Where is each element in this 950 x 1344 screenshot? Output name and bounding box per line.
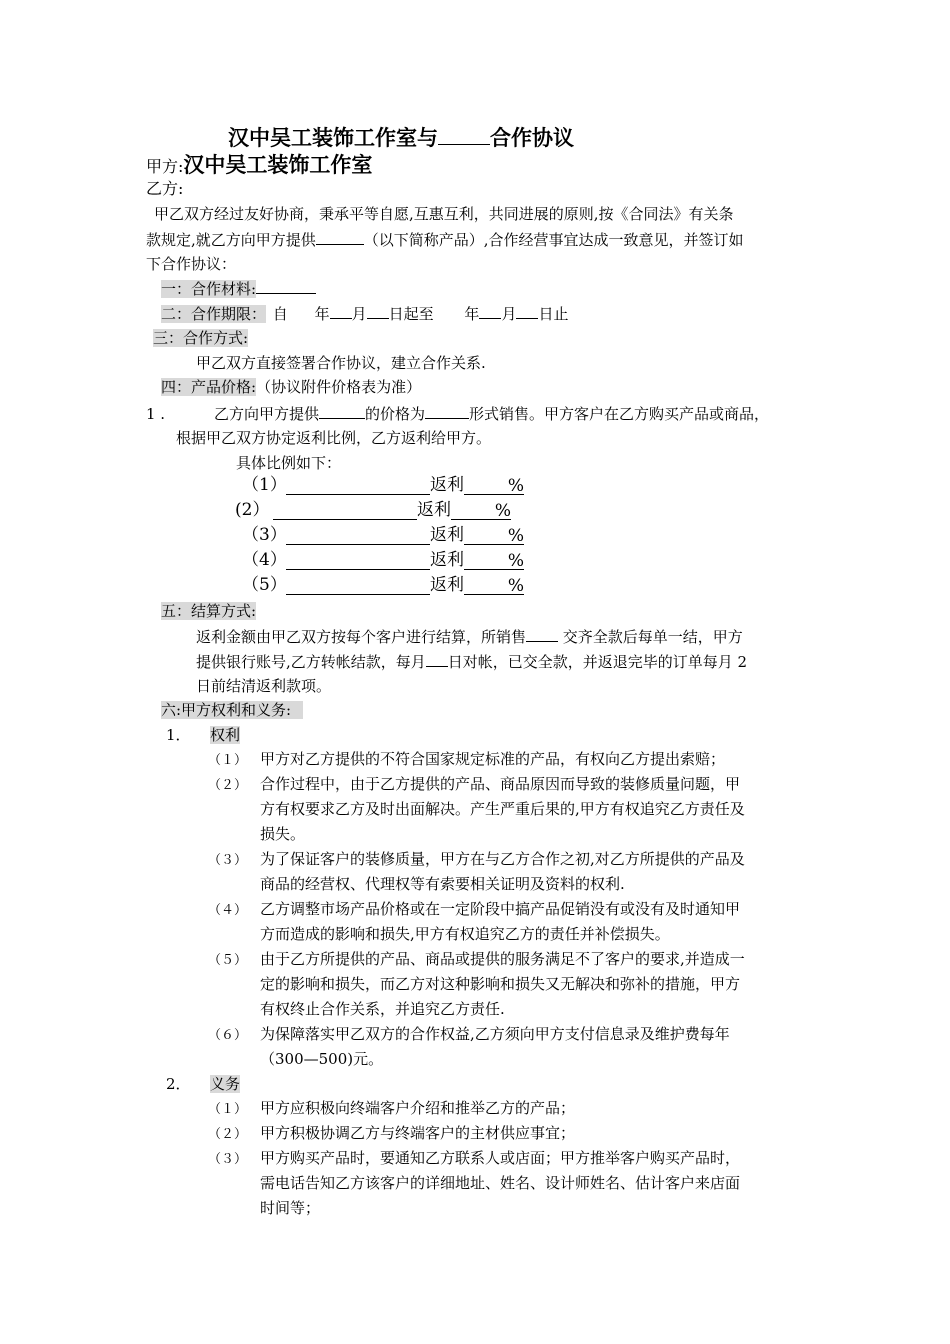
right-item-2-line-3 bbox=[208, 824, 305, 844]
document-title: 汉中吴工装饰工作室与 合作协议 bbox=[228, 125, 574, 150]
duty-item-text: 时间等； bbox=[260, 1199, 321, 1217]
duty-item-text: 甲方购买产品时，要通知乙方联系人或店面；甲方推举客户购买产品时， bbox=[260, 1149, 741, 1167]
ratio-row-4: （4） 返利 % bbox=[242, 550, 524, 571]
intro-line-1: 甲乙双方经过友好协商，秉承平等自愿,互惠互利，共同进展的原则,按《合同法》有关条 bbox=[154, 205, 734, 223]
section-3: 三：合作方式: bbox=[153, 329, 249, 347]
duty-item-number: （３） bbox=[208, 1152, 248, 1167]
party-a: 甲方:汉中吴工装饰工作室 bbox=[146, 152, 373, 177]
section-5-line-2: 提供银行账号,乙方转帐结款，每月 日对帐，已交全款，并返退完毕的订单每月 2 bbox=[196, 653, 748, 671]
ratio-row-2: (2） 返利 % bbox=[235, 500, 511, 521]
right-item-text: 由于乙方所提供的产品、商品或提供的服务满足不了客户的要求,并造成一 bbox=[260, 950, 745, 968]
ratio-row-3: （3） 返利 % bbox=[242, 525, 524, 546]
right-item-text: 乙方调整市场产品价格或在一定阶段中搞产品促销没有或没有及时通知甲 bbox=[260, 900, 741, 918]
section-5-line-1: 返利金额由甲乙双方按每个客户进行结算，所销售 交齐全款后每单一结，甲方 bbox=[196, 628, 743, 646]
duty-item-text: 甲方应积极向终端客户介绍和推举乙方的产品； bbox=[260, 1099, 576, 1117]
duty-item-1-line-1 bbox=[208, 1098, 575, 1120]
duty-item-3-line-2 bbox=[208, 1173, 740, 1193]
section-3-body: 甲乙双方直接签署合作协议，建立合作关系. bbox=[196, 354, 486, 372]
right-item-text: 为保障落实甲乙双方的合作权益,乙方须向甲方支付信息录及维护费每年 bbox=[260, 1025, 730, 1043]
right-item-4-line-2 bbox=[208, 924, 670, 944]
right-item-number: （２） bbox=[208, 778, 248, 793]
section-4-item-1-line-2: 根据甲乙双方协定返利比例，乙方返利给甲方。 bbox=[176, 429, 492, 447]
right-item-text: 方有权要求乙方及时出面解决。产生严重后果的,甲方有权追究乙方责任及 bbox=[260, 800, 745, 818]
right-item-text: 合作过程中，由于乙方提供的产品、商品原因而导致的装修质量问题，甲 bbox=[260, 775, 741, 793]
right-item-text: 损失。 bbox=[260, 825, 306, 843]
rights-heading: 1． 权利 bbox=[166, 726, 241, 744]
right-item-text: 为了保证客户的装修质量，甲方在与乙方合作之初,对乙方所提供的产品及 bbox=[260, 850, 745, 868]
section-2: 二：合作期限： 自 年 月 日起至 年 月 日止 bbox=[161, 305, 569, 323]
duty-item-3-line-3 bbox=[208, 1198, 320, 1218]
right-item-3-line-1 bbox=[208, 849, 745, 871]
right-item-text: 商品的经营权、代理权等有索要相关证明及资料的权利. bbox=[260, 875, 625, 893]
right-item-3-line-2 bbox=[208, 874, 625, 894]
duty-item-text: 甲方积极协调乙方与终端客户的主材供应事宜； bbox=[260, 1124, 576, 1142]
duty-item-2-line-1 bbox=[208, 1123, 575, 1145]
ratio-intro: 具体比例如下： bbox=[236, 454, 342, 472]
duties-heading: 2． 义务 bbox=[166, 1075, 241, 1093]
right-item-number: （３） bbox=[208, 853, 248, 868]
right-item-text: 方而造成的影响和损失,甲方有权追究乙方的责任并补偿损失。 bbox=[260, 925, 670, 943]
section-6: 六:甲方权利和义务: bbox=[161, 700, 303, 720]
duty-item-number: （２） bbox=[208, 1127, 248, 1142]
section-4-item-1: 1 . 乙方向甲方提供 的价格为 形式销售。甲方客户在乙方购买产品或商品， bbox=[146, 405, 770, 423]
right-item-5-line-3 bbox=[208, 999, 505, 1019]
right-item-4-line-1 bbox=[208, 899, 740, 921]
right-item-2-line-2 bbox=[208, 799, 745, 819]
right-item-1-line-1 bbox=[208, 749, 725, 771]
section-5-line-3: 日前结清返利款项。 bbox=[196, 677, 332, 695]
ratio-row-1: （1） 返利 % bbox=[242, 475, 524, 496]
section-1: 一：合作材料: bbox=[161, 278, 316, 299]
intro-line-3: 下合作协议： bbox=[146, 255, 237, 273]
right-item-text: 定的影响和损失，而乙方对这种影响和损失又无解决和弥补的措施，甲方 bbox=[260, 975, 741, 993]
right-item-number: （５） bbox=[208, 953, 248, 968]
right-item-text: （300—500)元。 bbox=[260, 1050, 384, 1068]
intro-line-2: 款规定,就乙方向甲方提供 （以下简称产品）,合作经营事宜达成一致意见，并签订如 bbox=[146, 231, 744, 249]
right-item-6-line-2 bbox=[208, 1049, 383, 1069]
right-item-text: 甲方对乙方提供的不符合国家规定标准的产品，有权向乙方提出索赔； bbox=[260, 750, 726, 768]
duty-item-text: 需电话告知乙方该客户的详细地址、姓名、设计师姓名、估计客户来店面 bbox=[260, 1174, 741, 1192]
duty-item-number: （１） bbox=[208, 1102, 248, 1117]
right-item-2-line-1 bbox=[208, 774, 740, 796]
duty-item-3-line-1 bbox=[208, 1148, 740, 1170]
right-item-text: 有权终止合作关系，并追究乙方责任. bbox=[260, 1000, 505, 1018]
section-4: 四：产品价格:（协议附件价格表为准） bbox=[161, 378, 422, 396]
right-item-number: （４） bbox=[208, 903, 248, 918]
right-item-number: （１） bbox=[208, 753, 248, 768]
party-b: 乙方: bbox=[146, 179, 184, 198]
section-5: 五：结算方式: bbox=[161, 602, 257, 620]
ratio-row-5: （5） 返利 % bbox=[242, 575, 524, 596]
right-item-5-line-1 bbox=[208, 949, 745, 971]
right-item-5-line-2 bbox=[208, 974, 740, 994]
right-item-6-line-1 bbox=[208, 1024, 730, 1046]
right-item-number: （６） bbox=[208, 1028, 248, 1043]
